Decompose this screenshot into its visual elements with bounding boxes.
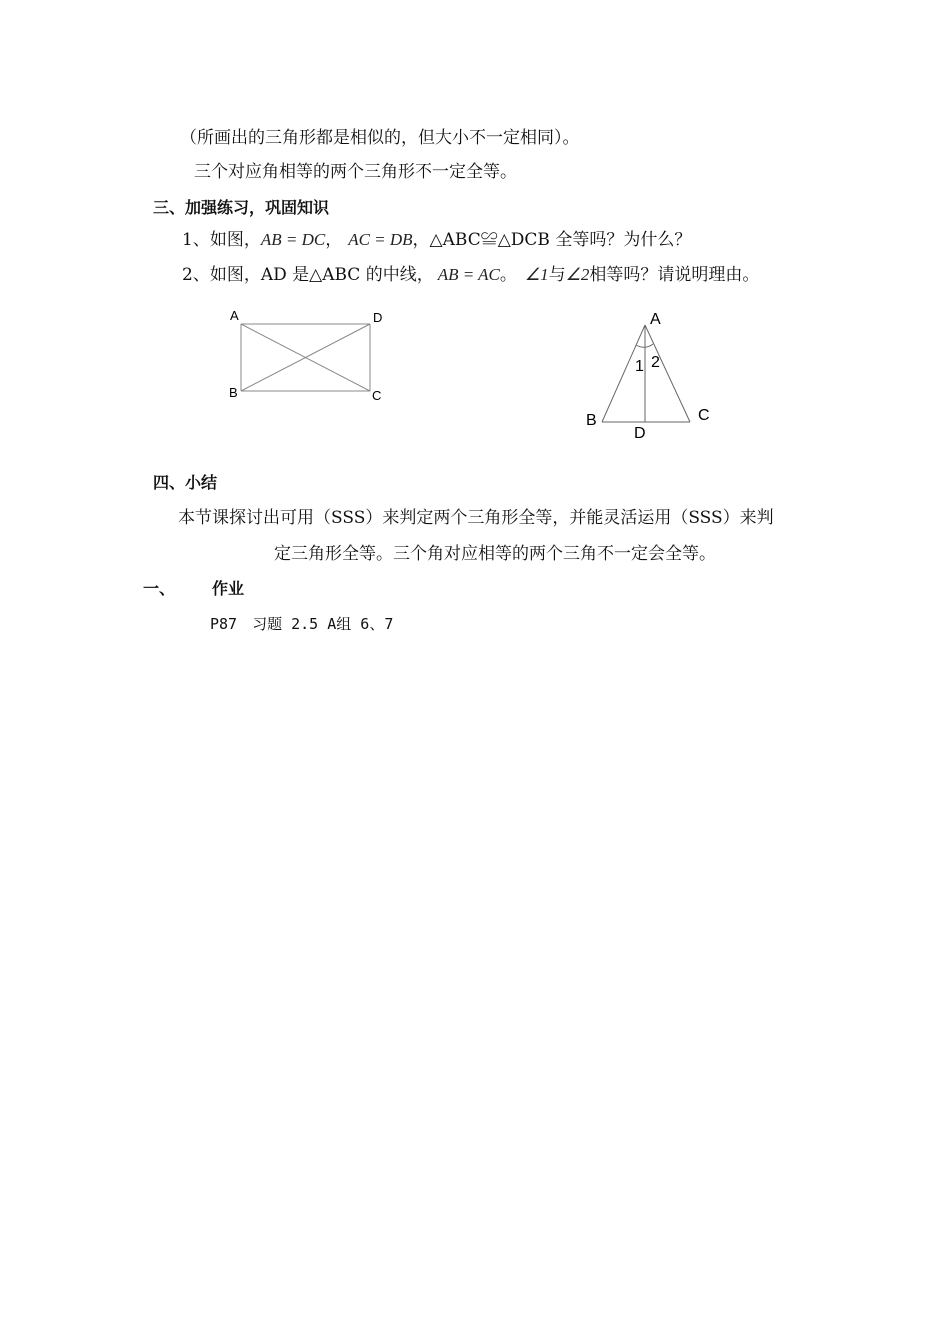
q2-mid: 。: [499, 265, 517, 285]
q2-expr1: AB = AC: [437, 265, 500, 284]
q2-prefix: 2、如图，AD 是△ABC 的中线，: [182, 265, 434, 285]
homework-number: 一、: [143, 579, 176, 598]
conclusion-line: 三个对应角相等的两个三角形不一定全等。: [194, 162, 517, 182]
q2-angle1: ∠1: [524, 265, 549, 284]
label-b: B: [229, 385, 238, 400]
summary-line-1: 本节课探讨出可用（SSS）来判定两个三角形全等，并能灵活运用（SSS）来判: [178, 508, 774, 528]
label-two: 2: [651, 354, 660, 371]
label-c: C: [372, 388, 382, 403]
label-d: D: [634, 425, 646, 442]
label-one: 1: [635, 358, 644, 375]
q1-suffix: ，△ABC≌△DCB 全等吗？为什么？: [412, 230, 692, 250]
section3-title: 三、加强练习，巩固知识: [153, 198, 330, 217]
label-d: D: [373, 310, 383, 325]
q2-angle2: ∠2: [565, 265, 590, 284]
q1-expr2: AC = DB: [348, 230, 413, 249]
note-line: （所画出的三角形都是相似的，但大小不一定相同）。: [180, 128, 580, 148]
q1-prefix: 1、如图，: [182, 230, 261, 250]
question-1: [182, 229, 691, 251]
q1-expr1: AB = DC: [260, 230, 326, 249]
summary-line-2: 定三角形全等。三个角对应相等的两个三角不一定会全等。: [274, 544, 716, 564]
q2-suffix: 相等吗？请说明理由。: [589, 265, 760, 285]
figure-triangle-diagram: [580, 303, 730, 443]
homework-content: P87 习题 2.5 A组 6、7: [210, 615, 394, 633]
figure-rectangle-diagram: [220, 303, 420, 413]
label-a: A: [230, 308, 239, 323]
homework-title: 作业: [212, 579, 245, 598]
label-a: A: [650, 311, 661, 328]
label-c: C: [698, 407, 710, 424]
question-2: [182, 264, 759, 286]
segment-ac: [645, 325, 690, 422]
section4-title: 四、小结: [153, 473, 218, 492]
q1-sep: ，: [325, 230, 343, 250]
label-b: B: [586, 412, 597, 429]
q2-connector: 与: [548, 265, 566, 285]
